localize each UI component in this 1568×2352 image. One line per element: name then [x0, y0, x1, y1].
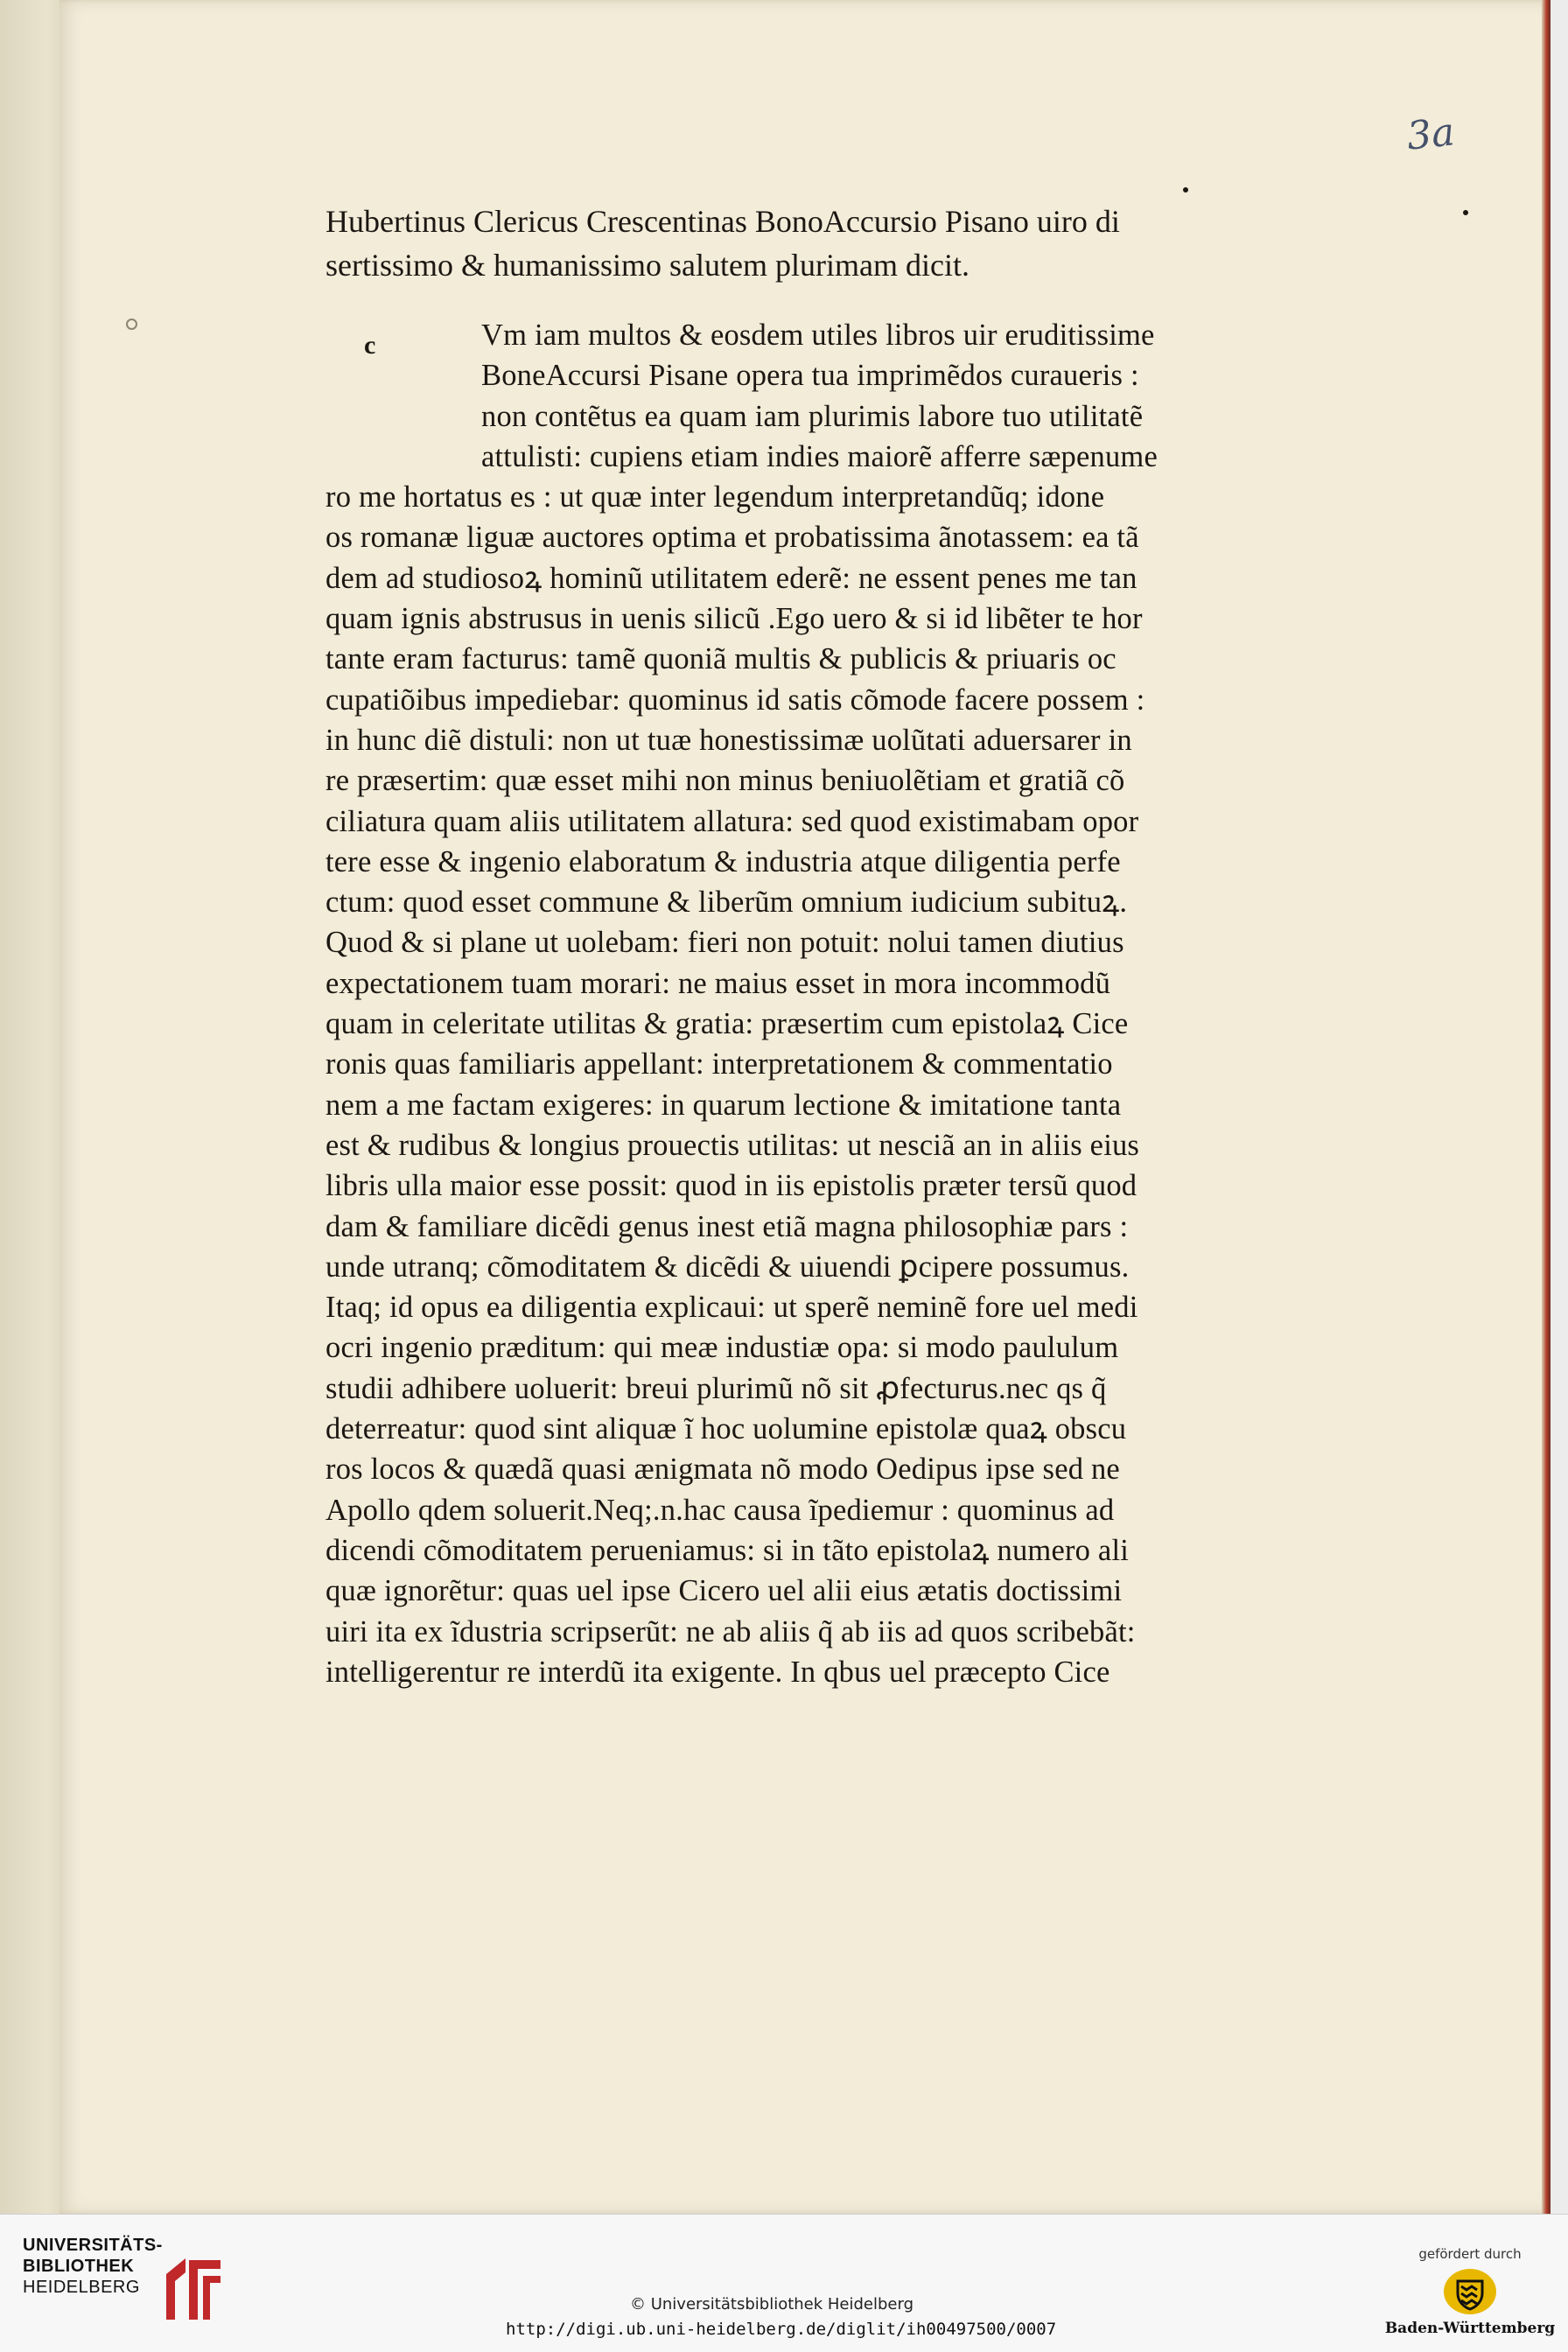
text-line: Quod & si plane ut uolebam: fieri non potuit: nolui tamen diutius — [326, 926, 1124, 960]
text-line: quæ ignorẽtur: quas uel ipse Cicero uel alii eius ætatis doctissimi — [326, 1574, 1123, 1608]
text-line: ciliatura quam aliis utilitatem allatura: sed quod existimabam opor — [326, 804, 1139, 838]
sponsor-label: gefördert durch — [1418, 2246, 1522, 2262]
sponsor-block[interactable] — [1382, 2246, 1558, 2342]
text-line: ro me hortatus es : ut quæ inter legendum interpretandũq; idone — [326, 480, 1105, 514]
text-line: attulisti: cupiens etiam indies maiorẽ afferre sæpenume — [481, 439, 1158, 473]
text-line: studii adhibere uoluerit: breui plurimũ nõ sit ꝓfecturus.nec qs q̃ — [326, 1371, 1107, 1405]
library-name-line: UNIVERSITÄTS- — [23, 2236, 163, 2255]
text-line: tere esse & ingenio elaboratum & industria atque diligentia perfe — [326, 844, 1121, 878]
text-line: libris ulla maior esse possit: quod in iis epistolis præter tersũ quod — [326, 1169, 1138, 1203]
text-line: Vm iam multos & eosdem utiles libros uir eruditissime — [481, 318, 1155, 352]
text-line: Itaq; id opus ea diligentia explicaui: ut sperẽ neminẽ fore uel medi — [326, 1291, 1138, 1325]
text-line: ros locos & quædã quasi ænigmata nõ modo Oedipus ipse sed ne — [326, 1452, 1120, 1487]
text-line: uiri ita ex ĩdustria scripserũt: ne ab aliis q̃ ab iis ad quos scribebãt: — [326, 1614, 1136, 1648]
page-edge — [1542, 0, 1550, 2214]
text-line: cupatiõibus impediebar: quominus id satis cõmode facere possem : — [326, 682, 1145, 717]
text-line: ronis quas familiaris appellant: interpretationem & commentatio — [326, 1047, 1113, 1082]
footer-bar — [0, 2214, 1568, 2352]
ink-speck — [1463, 210, 1468, 215]
state-coat-of-arms-icon — [1442, 2267, 1498, 2316]
text-line: tante eram facturus: tamẽ quoniã multis & publicis & priuaris oc — [326, 642, 1116, 676]
heading-line: sertissimo & humanissimo salutem plurimam dicit. — [326, 248, 970, 283]
text-line: est & rudibus & longius prouectis utilitas: ut nesciã an in aliis eius — [326, 1128, 1140, 1162]
library-name-line: HEIDELBERG — [23, 2278, 140, 2297]
text-line: quam ignis abstrusus in uenis silicũ .Ego uero & si id libẽter te hor — [326, 602, 1143, 636]
sponsor-name: Baden-Württemberg — [1384, 2320, 1556, 2337]
folio-number: 3a — [1404, 109, 1457, 159]
text-line: ocri ingenio præditum: qui meæ industiæ opa: si modo paululum — [326, 1331, 1119, 1365]
text-line: os romanæ liguæ auctores optima et probatissima ãnotassem: ea tã — [326, 521, 1139, 555]
text-line: unde utranq; cõmoditatem & dicẽdi & uiuendi ꝑcipere possumus. — [326, 1250, 1130, 1284]
stain-mark — [126, 318, 137, 330]
library-name-line: BIBLIOTHEK — [23, 2257, 135, 2276]
text-line: non contẽtus ea quam iam plurimis labore tuo utilitatẽ — [481, 399, 1144, 433]
text-line: quam in celeritate utilitas & gratia: præsertim cum epistolaꝝ Cice — [326, 1007, 1129, 1041]
text-line: dicendi cõmoditatem perueniamus: si in tãto epistolaꝝ numero ali — [326, 1533, 1130, 1567]
text-line: dem ad studiosoꝝ hominũ utilitatem ederẽ: ne essent penes me tan — [326, 561, 1138, 595]
library-logo-icon[interactable] — [163, 2255, 226, 2323]
text-line: Apollo qdem soluerit.Neq;.n.hac causa ĩpediemur : quominus ad — [326, 1493, 1115, 1527]
heading-line: Hubertinus Clericus Crescentinas BonoAccursio Pisano uiro di — [326, 204, 1120, 239]
ink-speck — [1183, 187, 1188, 192]
text-line: dam & familiare dicẽdi genus inest etiã magna philosophiæ pars : — [326, 1209, 1129, 1243]
text-line: deterreatur: quod sint aliquæ ĩ hoc uolumine epistolæ quaꝝ obscu — [326, 1412, 1127, 1446]
text-line: BoneAccursi Pisane opera tua imprimẽdos curaueris : — [481, 359, 1139, 393]
text-line: nem a me factam exigeres: in quarum lectione & imitatione tanta — [326, 1088, 1122, 1122]
letter-text — [326, 315, 1232, 1692]
text-line: expectationem tuam morari: ne maius esset in mora incommodũ — [326, 966, 1111, 1000]
permalink-url[interactable]: http://digi.ub.uni-heidelberg.de/diglit/ih00497500/0007 — [506, 2320, 1057, 2339]
text-line: re præsertim: quæ esset mihi non minus beniuolẽtiam et gratiã cõ — [326, 764, 1125, 798]
text-line: in hunc diẽ distuli: non ut tuæ honestissimæ uolũtati aduersarer in — [326, 723, 1132, 757]
guide-letter: c — [364, 331, 376, 360]
text-line: intelligerentur re interdũ ita exigente. In qbus uel præcepto Cice — [326, 1655, 1110, 1689]
text-line: ctum: quod esset commune & liberũm omnium iudicium subituꝝ. — [326, 886, 1128, 920]
copyright-notice: © Universitätsbibliothek Heidelberg — [630, 2295, 914, 2314]
dedication-heading — [326, 200, 1232, 287]
